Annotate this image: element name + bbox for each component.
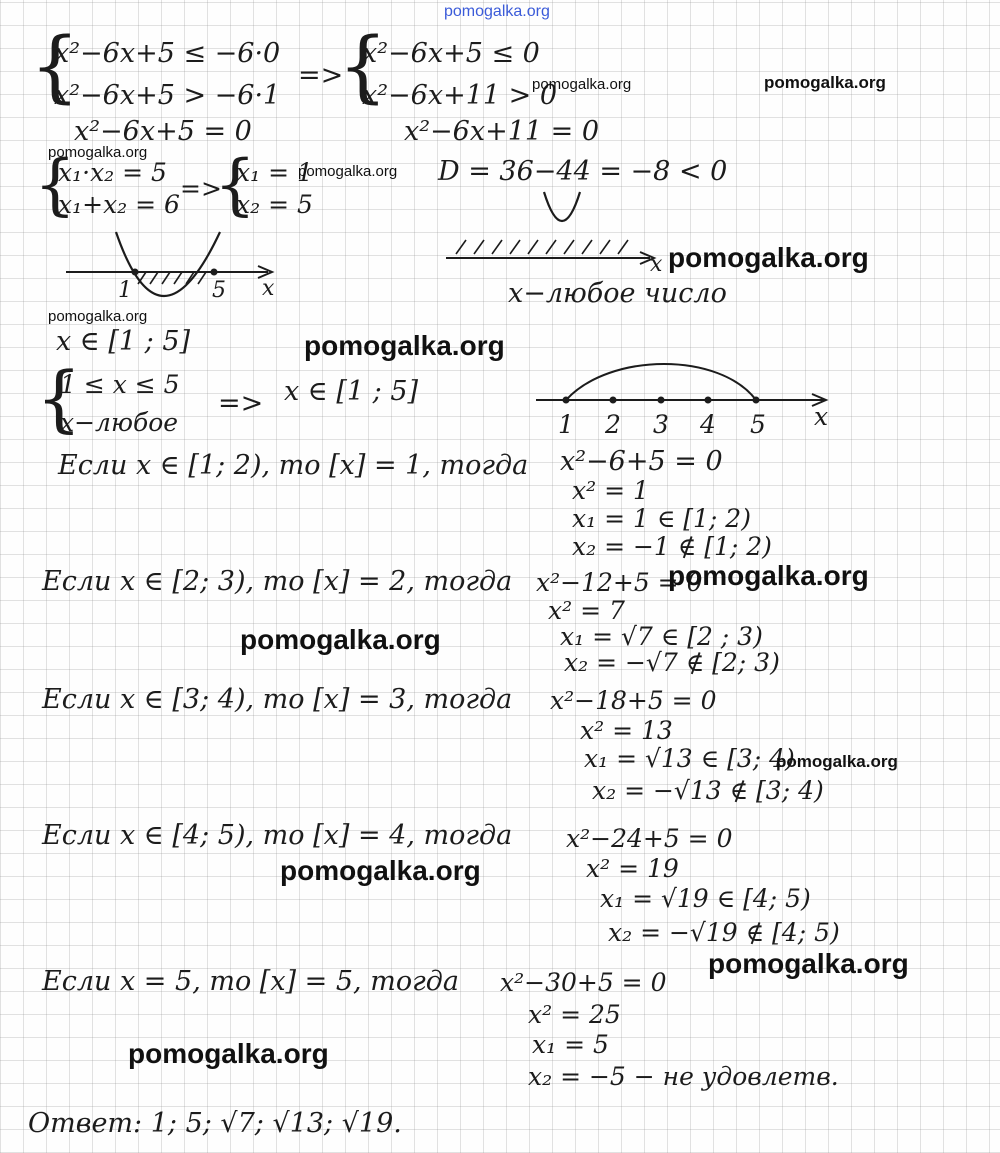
watermark: pomogalka.org [304, 330, 505, 361]
implies-arrow: => [180, 174, 222, 203]
axis-tick-label-2: 2 [605, 410, 621, 439]
axis-tick-label-5: 5 [750, 410, 766, 439]
point-3 [658, 397, 665, 404]
watermark: pomogalka.org [280, 855, 481, 886]
case3-line1: x² = 13 [580, 716, 673, 745]
quadratic-equation-right: x²−6x+11 = 0 [404, 116, 600, 147]
system3-line1: 1 ≤ x ≤ 5 [60, 370, 180, 399]
axis-tick-label-3: 3 [653, 410, 669, 439]
watermark-top: pomogalka.org [444, 3, 550, 20]
system2-line1: x²−6x+5 ≤ 0 [362, 38, 540, 69]
case2-condition: Если x ∈ [2; 3), то [x] = 2, тогда [42, 566, 513, 597]
case1-line2: x₁ = 1 ∈ [1; 2) [572, 504, 751, 533]
case3-condition: Если x ∈ [3; 4), то [x] = 3, тогда [42, 684, 513, 715]
point-4 [705, 397, 712, 404]
case4-line2: x₁ = √19 ∈ [4; 5) [600, 884, 811, 913]
root-x2: x₂ = 5 [236, 190, 313, 219]
case3-line2: x₁ = √13 ∈ [3; 4) [584, 744, 795, 773]
watermark: pomogalka.org [48, 308, 148, 325]
watermark: pomogalka.org [668, 242, 869, 273]
axis-label-1: 1 [118, 278, 132, 303]
root-x1: x₁ = 1 [236, 158, 313, 187]
axis-label-5: 5 [212, 278, 226, 303]
system-brace: { [30, 22, 80, 112]
system1-line1: x²−6x+5 ≤ −6·0 [54, 38, 281, 69]
point-2 [610, 397, 617, 404]
watermark: pomogalka.org [240, 624, 441, 655]
axis-tick-label-4: 4 [700, 410, 716, 439]
case5-condition: Если x = 5, то [x] = 5, тогда [42, 966, 459, 997]
system-brace: { [214, 146, 256, 223]
case4-line1: x² = 19 [586, 854, 679, 883]
watermark: pomogalka.org [298, 163, 398, 180]
axis-label-x: x [814, 402, 829, 431]
watermark: pomogalka.org [776, 752, 898, 771]
system2-line2: x²−6x+11 > 0 [362, 80, 558, 111]
interval-arc [566, 364, 756, 400]
quadratic-equation-left: x²−6x+5 = 0 [74, 116, 252, 147]
point-5 [753, 397, 760, 404]
watermark: pomogalka.org [48, 144, 148, 161]
case5-equation: x²−30+5 = 0 [500, 968, 667, 997]
interval-result: x ∈ [1 ; 5] [56, 326, 191, 357]
interval-result-2: x ∈ [1 ; 5] [284, 376, 419, 407]
case5-line3: x₂ = −5 − не удовлетв. [528, 1062, 839, 1091]
any-number-text: x−любое число [508, 278, 727, 309]
case4-condition: Если x ∈ [4; 5), то [x] = 4, тогда [42, 820, 513, 851]
vieta-line1: x₁·x₂ = 5 [58, 158, 167, 187]
watermark: pomogalka.org [764, 73, 886, 92]
case4-line3: x₂ = −√19 ∉ [4; 5) [608, 918, 840, 947]
axis-tick-label-1: 1 [558, 410, 574, 439]
case1-condition: Если x ∈ [1; 2), то [x] = 1, тогда [58, 450, 529, 481]
answer: Ответ: 1; 5; √7; √13; √19. [28, 1108, 402, 1139]
axis-label-x: x [262, 276, 275, 301]
watermark: pomogalka.org [708, 948, 909, 979]
vieta-line2: x₁+x₂ = 6 [58, 190, 180, 219]
system1-line2: x²−6x+5 > −6·1 [54, 80, 281, 111]
discriminant: D = 36−44 = −8 < 0 [438, 156, 728, 187]
system-brace: { [338, 22, 388, 112]
watermark: pomogalka.org [532, 76, 632, 93]
case3-line3: x₂ = −√13 ∉ [3; 4) [592, 776, 824, 805]
case1-equation: x²−6+5 = 0 [560, 446, 723, 477]
axis-label-x: x [650, 252, 663, 277]
implies-arrow: => [218, 388, 264, 419]
case4-equation: x²−24+5 = 0 [566, 824, 733, 853]
case3-equation: x²−18+5 = 0 [550, 686, 717, 715]
system-brace: { [34, 146, 76, 223]
case1-line1: x² = 1 [572, 476, 649, 505]
watermark: pomogalka.org [668, 560, 869, 591]
watermark: pomogalka.org [128, 1038, 329, 1069]
case1-line3: x₂ = −1 ∉ [1; 2) [572, 532, 772, 561]
case2-line3: x₂ = −√7 ∉ [2; 3) [564, 648, 780, 677]
system3-line2: x−любое [60, 408, 179, 437]
case2-equation: x²−12+5 = 0 [536, 568, 703, 597]
case2-line2: x₁ = √7 ∈ [2 ; 3) [560, 622, 763, 651]
case2-line1: x² = 7 [548, 596, 625, 625]
implies-arrow: => [298, 60, 344, 91]
case5-line1: x² = 25 [528, 1000, 621, 1029]
system-brace: { [36, 356, 82, 440]
point-1 [563, 397, 570, 404]
case5-line2: x₁ = 5 [532, 1030, 609, 1059]
